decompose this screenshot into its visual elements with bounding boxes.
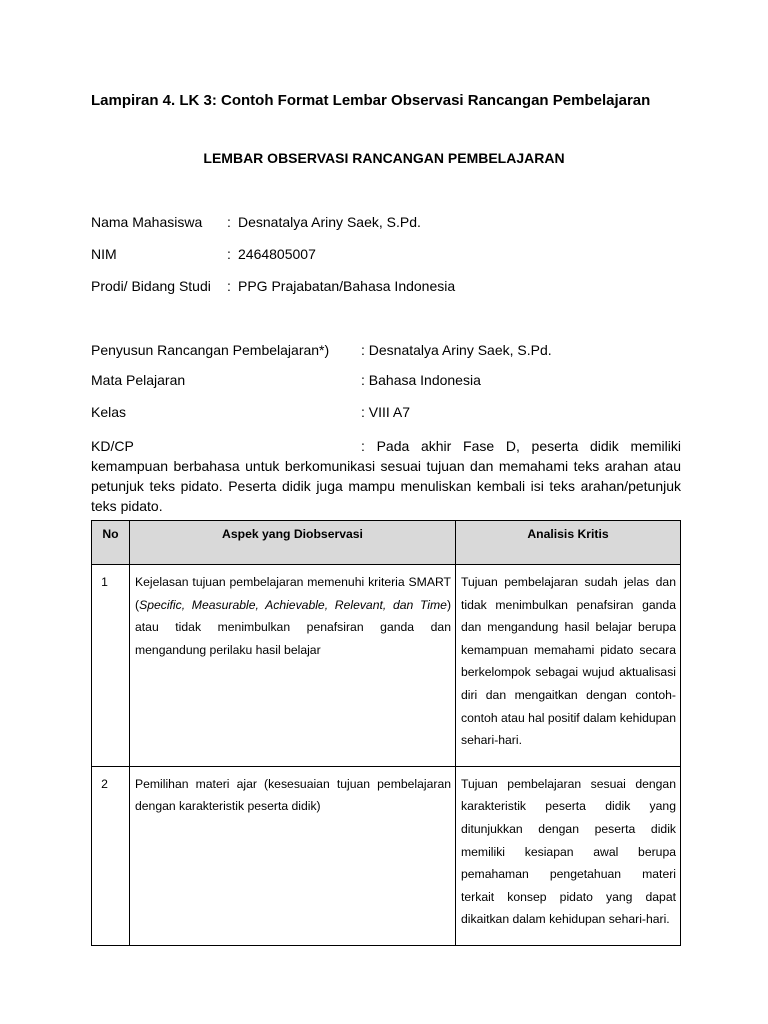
analysis-cell: Tujuan pembelajaran sesuai dengan karakteristik peserta didik yang ditunjukkan dengan peserta didik memiliki kesiapan awal berupa pemahaman pengetahuan materi terkait konsep pidato yang dapat dikaitkan dalam kehidupan sehari-hari. xyxy=(456,766,681,945)
subject-label: Mata Pelajaran xyxy=(91,372,186,388)
nim-label: NIM xyxy=(91,246,117,262)
kd-value: : Pada akhir Fase D, peserta didik memiliki kemampuan berbahasa untuk berkomunikasi sesuai tujuan dan memahami teks arahan atau petunjuk teks pidato. Peserta didik juga mampu menuliskan kembali isi teks arahan/petunjuk teks pidato. xyxy=(91,438,681,514)
aspect-text: Kejelasan tujuan pembelajaran memenuhi kriteria SMART ( xyxy=(135,575,451,612)
name-colon: : xyxy=(227,214,231,230)
class-value: : VIII A7 xyxy=(361,404,411,420)
kd-label: KD/CP xyxy=(91,438,134,454)
row-number: 1 xyxy=(92,565,130,767)
table-header-row xyxy=(92,521,681,565)
appendix-title: Lampiran 4. LK 3: Contoh Format Lembar Observasi Rancangan Pembelajaran xyxy=(91,92,651,109)
aspect-cell xyxy=(130,565,456,767)
form-title: LEMBAR OBSERVASI RANCANGAN PEMBELAJARAN xyxy=(203,150,565,166)
header-no: No xyxy=(92,521,130,565)
nim-colon: : xyxy=(227,246,231,262)
prodi-value: PPG Prajabatan/Bahasa Indonesia xyxy=(238,278,456,294)
aspect-italic-text: Specific, Measurable, Achievable, Relevant, dan Time xyxy=(139,597,447,612)
prodi-colon: : xyxy=(227,278,231,294)
author-label: Penyusun Rancangan Pembelajaran*) xyxy=(91,342,330,358)
table-row xyxy=(92,565,681,767)
header-aspect: Aspek yang Diobservasi xyxy=(130,521,456,565)
kd-cp-block xyxy=(91,436,681,516)
row-number: 2 xyxy=(92,766,130,945)
aspect-cell: Pemilihan materi ajar (kesesuaian tujuan pembelajaran dengan karakteristik peserta didik) xyxy=(130,766,456,945)
table-row xyxy=(92,766,681,945)
aspect-text: ) atau tidak menimbulkan penafsiran ganda dan mengandung perilaku hasil belajar xyxy=(135,597,451,657)
analysis-cell: Tujuan pembelajaran sudah jelas dan tidak menimbulkan penafsiran ganda dan mengandung hasil belajar berupa kemampuan memahami pidato secara berkelompok sebagai wujud aktualisasi diri dan mengaitkan dengan contoh-contoh atau hal positif dalam kehidupan sehari-hari. xyxy=(456,565,681,767)
prodi-label: Prodi/ Bidang Studi xyxy=(91,278,211,294)
observation-table xyxy=(91,520,681,946)
author-value: : Desnatalya Ariny Saek, S.Pd. xyxy=(361,342,552,358)
subject-value: : Bahasa Indonesia xyxy=(361,372,481,388)
nim-value: 2464805007 xyxy=(238,246,316,262)
name-label: Nama Mahasiswa xyxy=(91,214,203,230)
class-label: Kelas xyxy=(91,404,127,420)
header-analysis: Analisis Kritis xyxy=(456,521,681,565)
name-value: Desnatalya Ariny Saek, S.Pd. xyxy=(238,214,421,230)
